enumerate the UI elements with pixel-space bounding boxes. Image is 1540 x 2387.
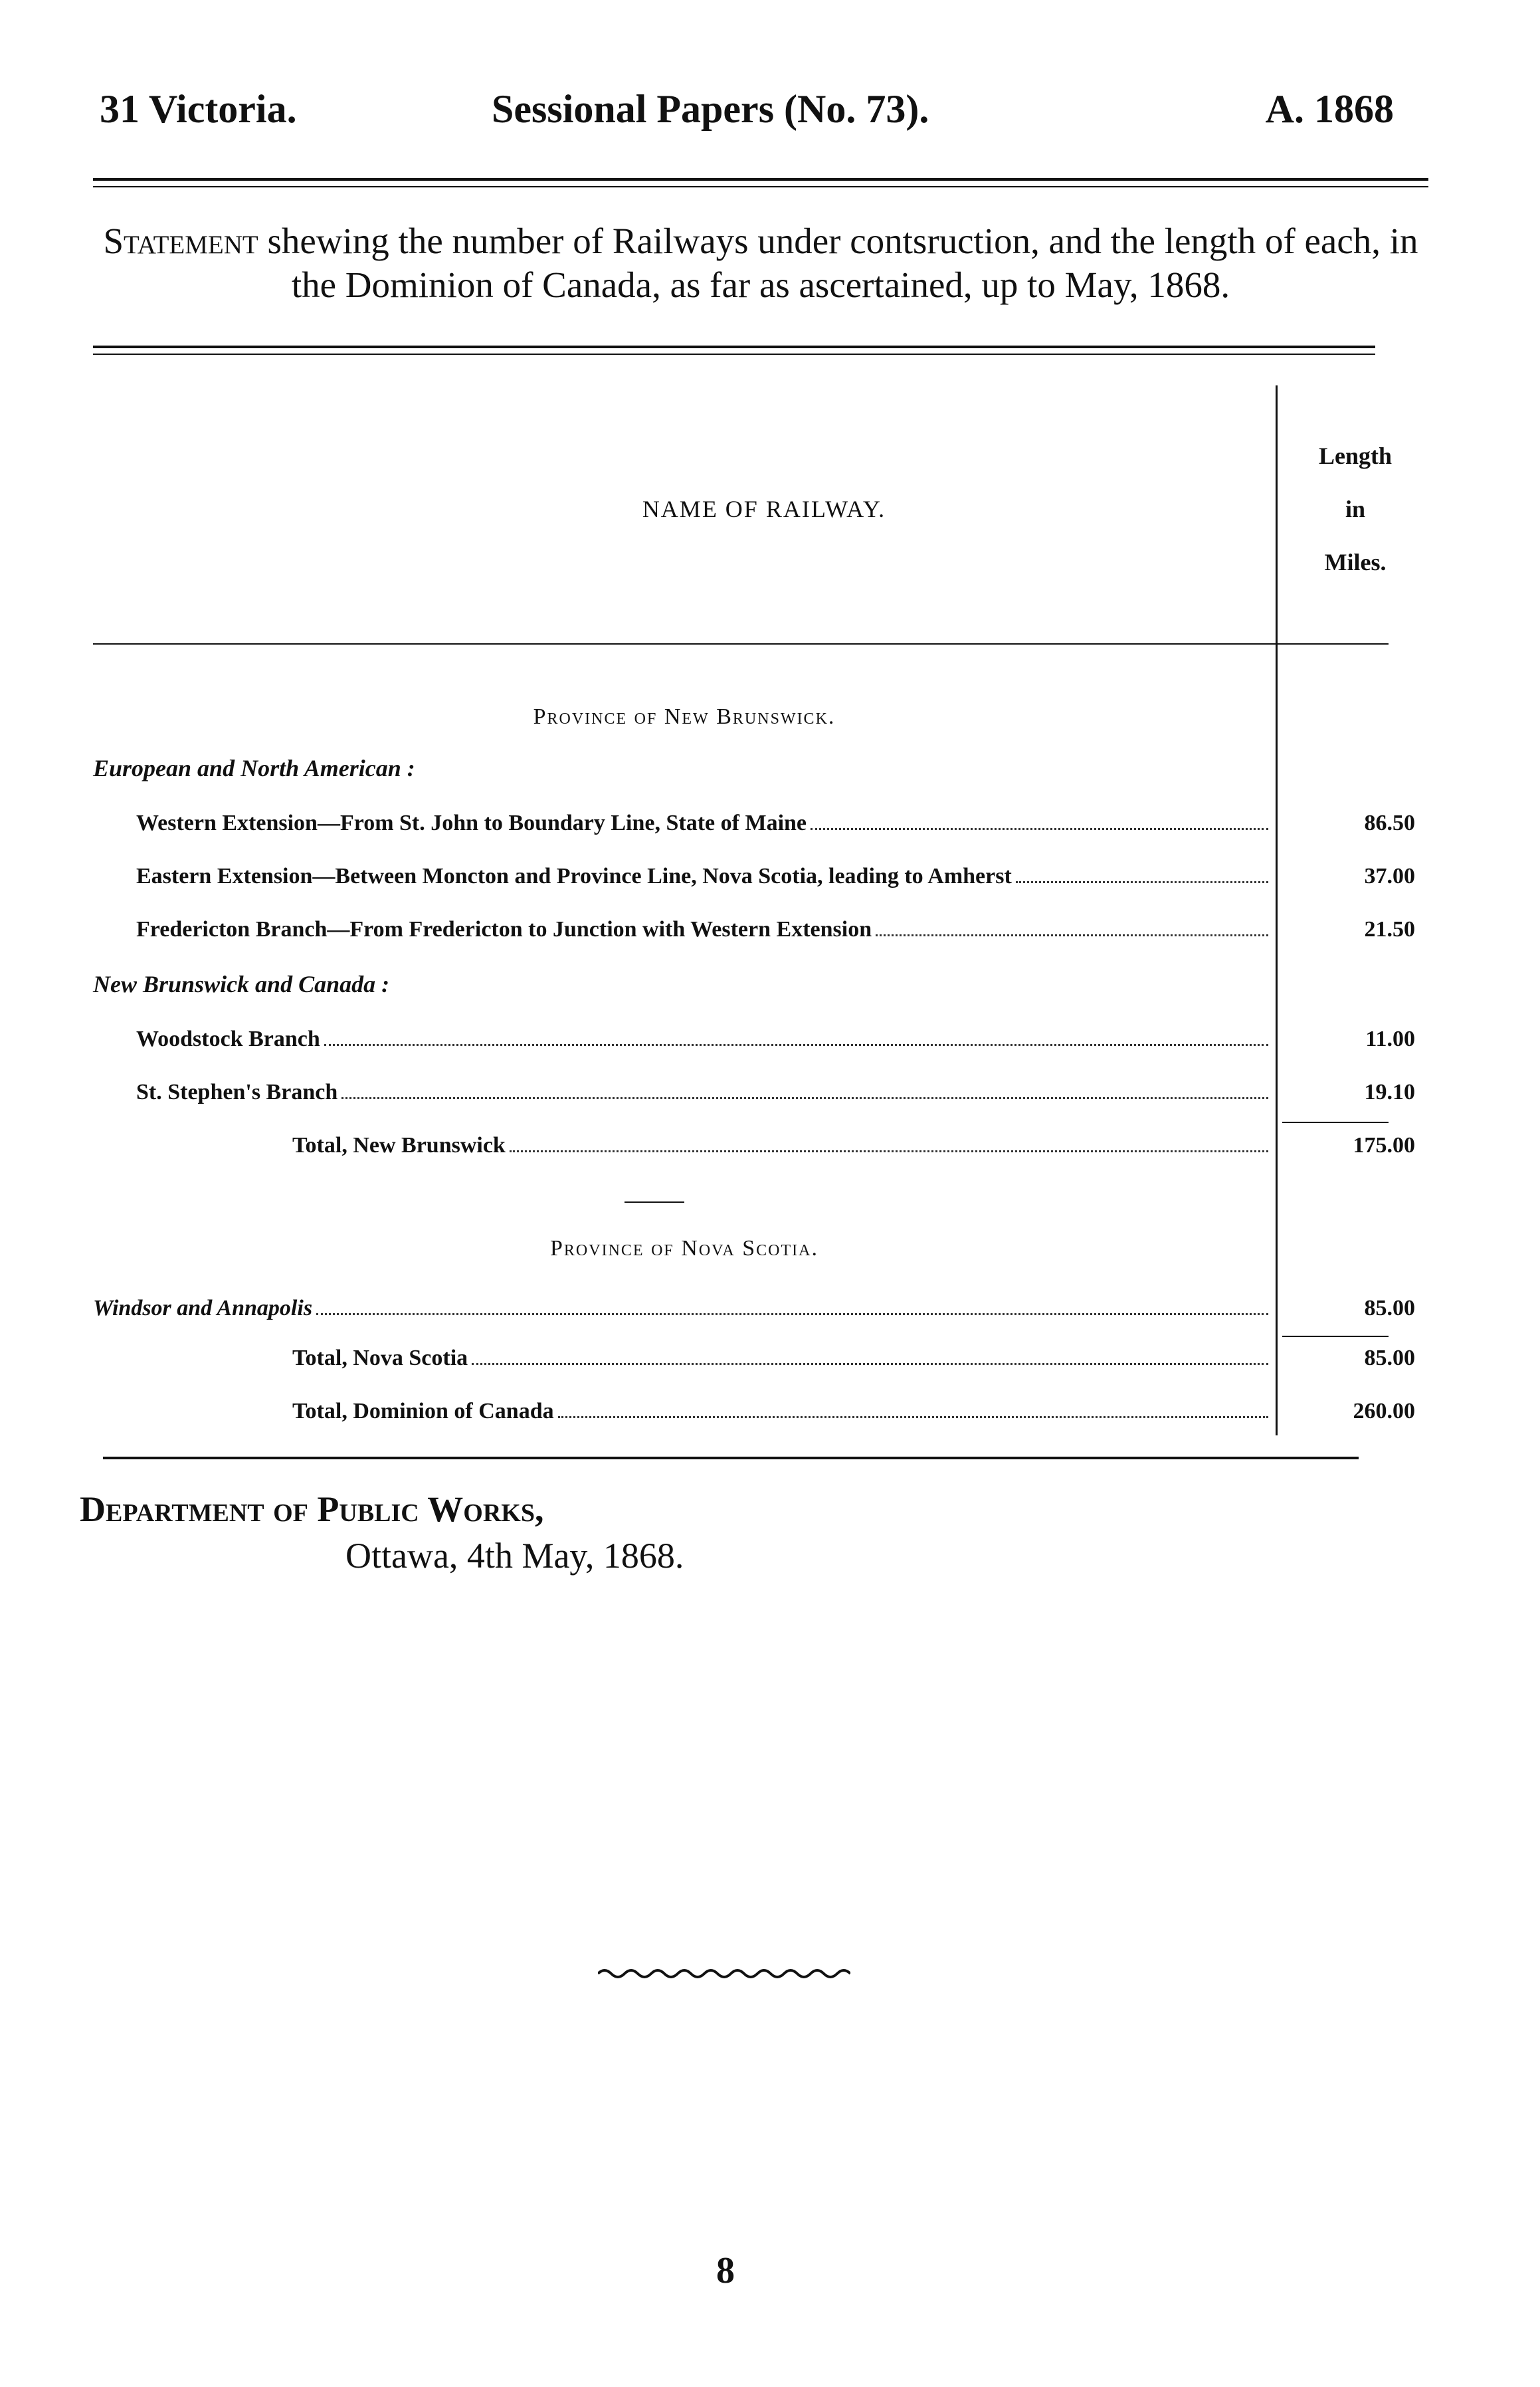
row-label: Woodstock Branch <box>136 1027 320 1051</box>
header-right: A. 1868 <box>1265 87 1394 131</box>
row-value: 19.10 <box>1364 1080 1415 1104</box>
page-mark: 8 <box>716 2250 735 2291</box>
table-row <box>136 811 1272 836</box>
column-header-name: NAME OF RAILWAY. <box>642 496 886 522</box>
row-label: St. Stephen's Branch <box>136 1080 338 1104</box>
row-label: Western Extension—From St. John to Boundary Line, State of Maine <box>136 811 807 835</box>
title-lead: Statement <box>103 221 258 261</box>
grand-total-value: 260.00 <box>1353 1399 1415 1423</box>
total-value: 85.00 <box>1364 1346 1415 1370</box>
grand-total-row <box>292 1399 1272 1424</box>
table-bottom-rule <box>103 1457 1359 1459</box>
column-header-length-3: Miles. <box>1324 549 1387 575</box>
footer-place-date: Ottawa, 4th May, 1868. <box>345 1536 684 1576</box>
header-center: Sessional Papers (No. 73). <box>492 87 929 131</box>
column-header-length-2: in <box>1345 496 1366 522</box>
leader-dots <box>341 1096 1268 1099</box>
footer-department: Department of Public Works, <box>80 1489 544 1529</box>
title-rule-thin <box>93 354 1375 355</box>
column-divider <box>1276 385 1278 1435</box>
row-value: 21.50 <box>1364 917 1415 942</box>
group-new-brunswick-canada: New Brunswick and Canada : <box>93 971 390 997</box>
leader-dots <box>510 1150 1268 1152</box>
row-value: 37.00 <box>1364 864 1415 888</box>
total-label: Total, New Brunswick <box>292 1133 506 1158</box>
total-row <box>292 1133 1272 1158</box>
total-row <box>292 1346 1272 1371</box>
row-label: Windsor and Annapolis <box>93 1296 313 1320</box>
total-label: Total, Nova Scotia <box>292 1346 468 1370</box>
leader-dots <box>558 1415 1268 1418</box>
province-nova-scotia: Province of Nova Scotia. <box>550 1236 818 1261</box>
subtotal-rule <box>1282 1122 1389 1123</box>
header-bottom-rule <box>93 643 1389 645</box>
row-value: 11.00 <box>1365 1027 1415 1051</box>
total-value: 175.00 <box>1353 1133 1415 1158</box>
row-label: Fredericton Branch—From Fredericton to Junction with Western Extension <box>136 917 872 942</box>
group-european-north-american: European and North American : <box>93 755 415 781</box>
row-value: 85.00 <box>1364 1296 1415 1320</box>
table-row <box>136 1027 1272 1052</box>
title-rest: shewing the number of Railways under contsruction, and the length of each, in the Dominion of Canada, as far as ascertained, up to May, 1868. <box>258 221 1418 305</box>
leader-dots <box>811 827 1268 830</box>
table-row <box>93 1296 1272 1321</box>
leader-dots <box>324 1043 1268 1046</box>
leader-dots <box>1016 881 1268 883</box>
statement-title <box>93 219 1428 307</box>
table-row <box>136 864 1272 889</box>
leader-dots <box>472 1362 1268 1365</box>
row-label: Eastern Extension—Between Moncton and Province Line, Nova Scotia, leading to Amherst <box>136 864 1012 888</box>
ornament-wavy-rule <box>598 1964 850 1984</box>
header-left: 31 Victoria. <box>100 87 297 131</box>
column-header-length-1: Length <box>1318 443 1393 469</box>
table-row <box>136 1080 1272 1105</box>
subtotal-rule <box>1282 1336 1389 1337</box>
leader-dots <box>876 934 1268 936</box>
header-rule-thin <box>93 186 1428 187</box>
title-rule <box>93 346 1375 348</box>
grand-total-label: Total, Dominion of Canada <box>292 1399 554 1423</box>
table-row <box>136 917 1272 942</box>
leader-dots <box>316 1312 1268 1315</box>
section-divider <box>625 1201 684 1203</box>
header-rule <box>93 178 1428 181</box>
row-value: 86.50 <box>1364 811 1415 835</box>
province-new-brunswick: Province of New Brunswick. <box>533 704 836 729</box>
